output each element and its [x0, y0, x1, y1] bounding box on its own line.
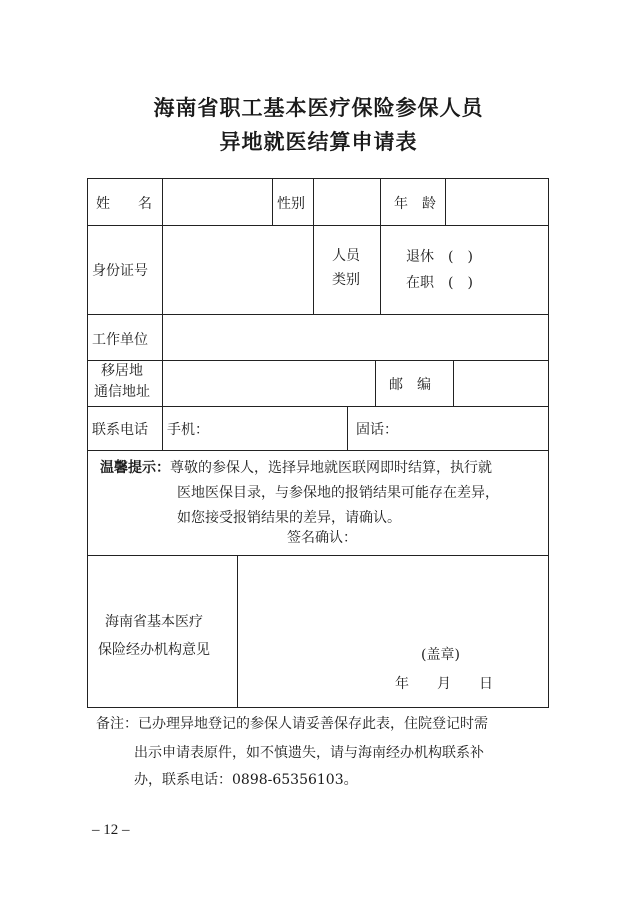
signature-confirm[interactable]: 签名确认：	[287, 530, 357, 546]
name-label: 姓 名	[96, 196, 152, 212]
agency-label-line2: 保险经办机构意见	[98, 642, 210, 658]
notice-line3: 如您接受报销结果的差异，请确认。	[177, 510, 401, 526]
col-divider	[237, 555, 238, 708]
address-label-line2: 通信地址	[94, 384, 150, 400]
form-title-line1: 海南省职工基本医疗保险参保人员	[153, 95, 484, 120]
category-label-line2: 类别	[332, 272, 360, 288]
name-field[interactable]	[166, 182, 268, 222]
notice-line2-row	[177, 481, 499, 506]
id-number-field[interactable]	[166, 229, 309, 309]
notice-heading: 温馨提示：	[100, 460, 170, 476]
category-label-line1: 人员	[332, 248, 360, 264]
footnote-line3: 办，联系电话：0898-65356103。	[134, 772, 358, 788]
col-divider	[272, 178, 273, 225]
age-label: 年 龄	[394, 196, 436, 212]
work-unit-field[interactable]	[166, 318, 544, 356]
postcode-label: 邮 编	[389, 377, 431, 393]
person-category-label	[332, 244, 360, 292]
seal-label: (盖章)	[421, 647, 460, 663]
col-divider	[162, 406, 163, 450]
col-divider	[162, 314, 163, 360]
col-divider	[162, 360, 163, 406]
mobile-label[interactable]: 手机：	[167, 422, 209, 438]
agency-label-line1: 海南省基本医疗	[105, 614, 203, 630]
col-divider	[380, 225, 381, 314]
col-divider	[162, 178, 163, 225]
row-divider	[87, 314, 549, 315]
row-divider	[87, 360, 549, 361]
address-field[interactable]	[166, 364, 371, 402]
col-divider	[313, 225, 314, 314]
work-unit-label: 工作单位	[92, 332, 148, 348]
postcode-field[interactable]	[457, 364, 545, 402]
footnote-line2: 出示申请表原件，如不慎遗失，请与海南经办机构联系补	[134, 745, 484, 761]
footnote-line1: 备注：已办理异地登记的参保人请妥善保存此表，住院登记时需	[96, 716, 488, 732]
notice-line1: 尊敬的参保人，选择异地就医联网即时结算，执行就	[170, 460, 492, 476]
notice-block	[100, 456, 492, 481]
employed-option[interactable]: 在职 ( )	[406, 275, 473, 291]
id-number-label: 身份证号	[92, 263, 148, 279]
col-divider	[445, 178, 446, 225]
retired-option[interactable]: 退休 ( )	[406, 249, 473, 265]
col-divider	[347, 406, 348, 450]
col-divider	[313, 178, 314, 225]
row-divider	[87, 555, 549, 556]
form-title-line2: 异地就医结算申请表	[219, 129, 418, 154]
col-divider	[453, 360, 454, 406]
landline-label[interactable]: 固话：	[356, 422, 398, 438]
address-label	[94, 361, 150, 403]
gender-label: 性别	[277, 196, 305, 212]
age-field[interactable]	[449, 182, 545, 222]
col-divider	[375, 360, 376, 406]
row-divider	[87, 406, 549, 407]
date-label[interactable]: 年 月 日	[395, 676, 493, 692]
gender-field[interactable]	[317, 182, 377, 222]
col-divider	[380, 178, 381, 225]
agency-opinion-label	[98, 608, 210, 664]
row-divider	[87, 450, 549, 451]
page-number: – 12 –	[92, 822, 130, 838]
notice-line2: 医地医保目录，与参保地的报销结果可能存在差异，	[177, 485, 499, 501]
row-divider	[87, 225, 549, 226]
address-label-line1: 移居地	[101, 363, 143, 379]
phone-label: 联系电话	[92, 422, 148, 438]
col-divider	[162, 225, 163, 314]
